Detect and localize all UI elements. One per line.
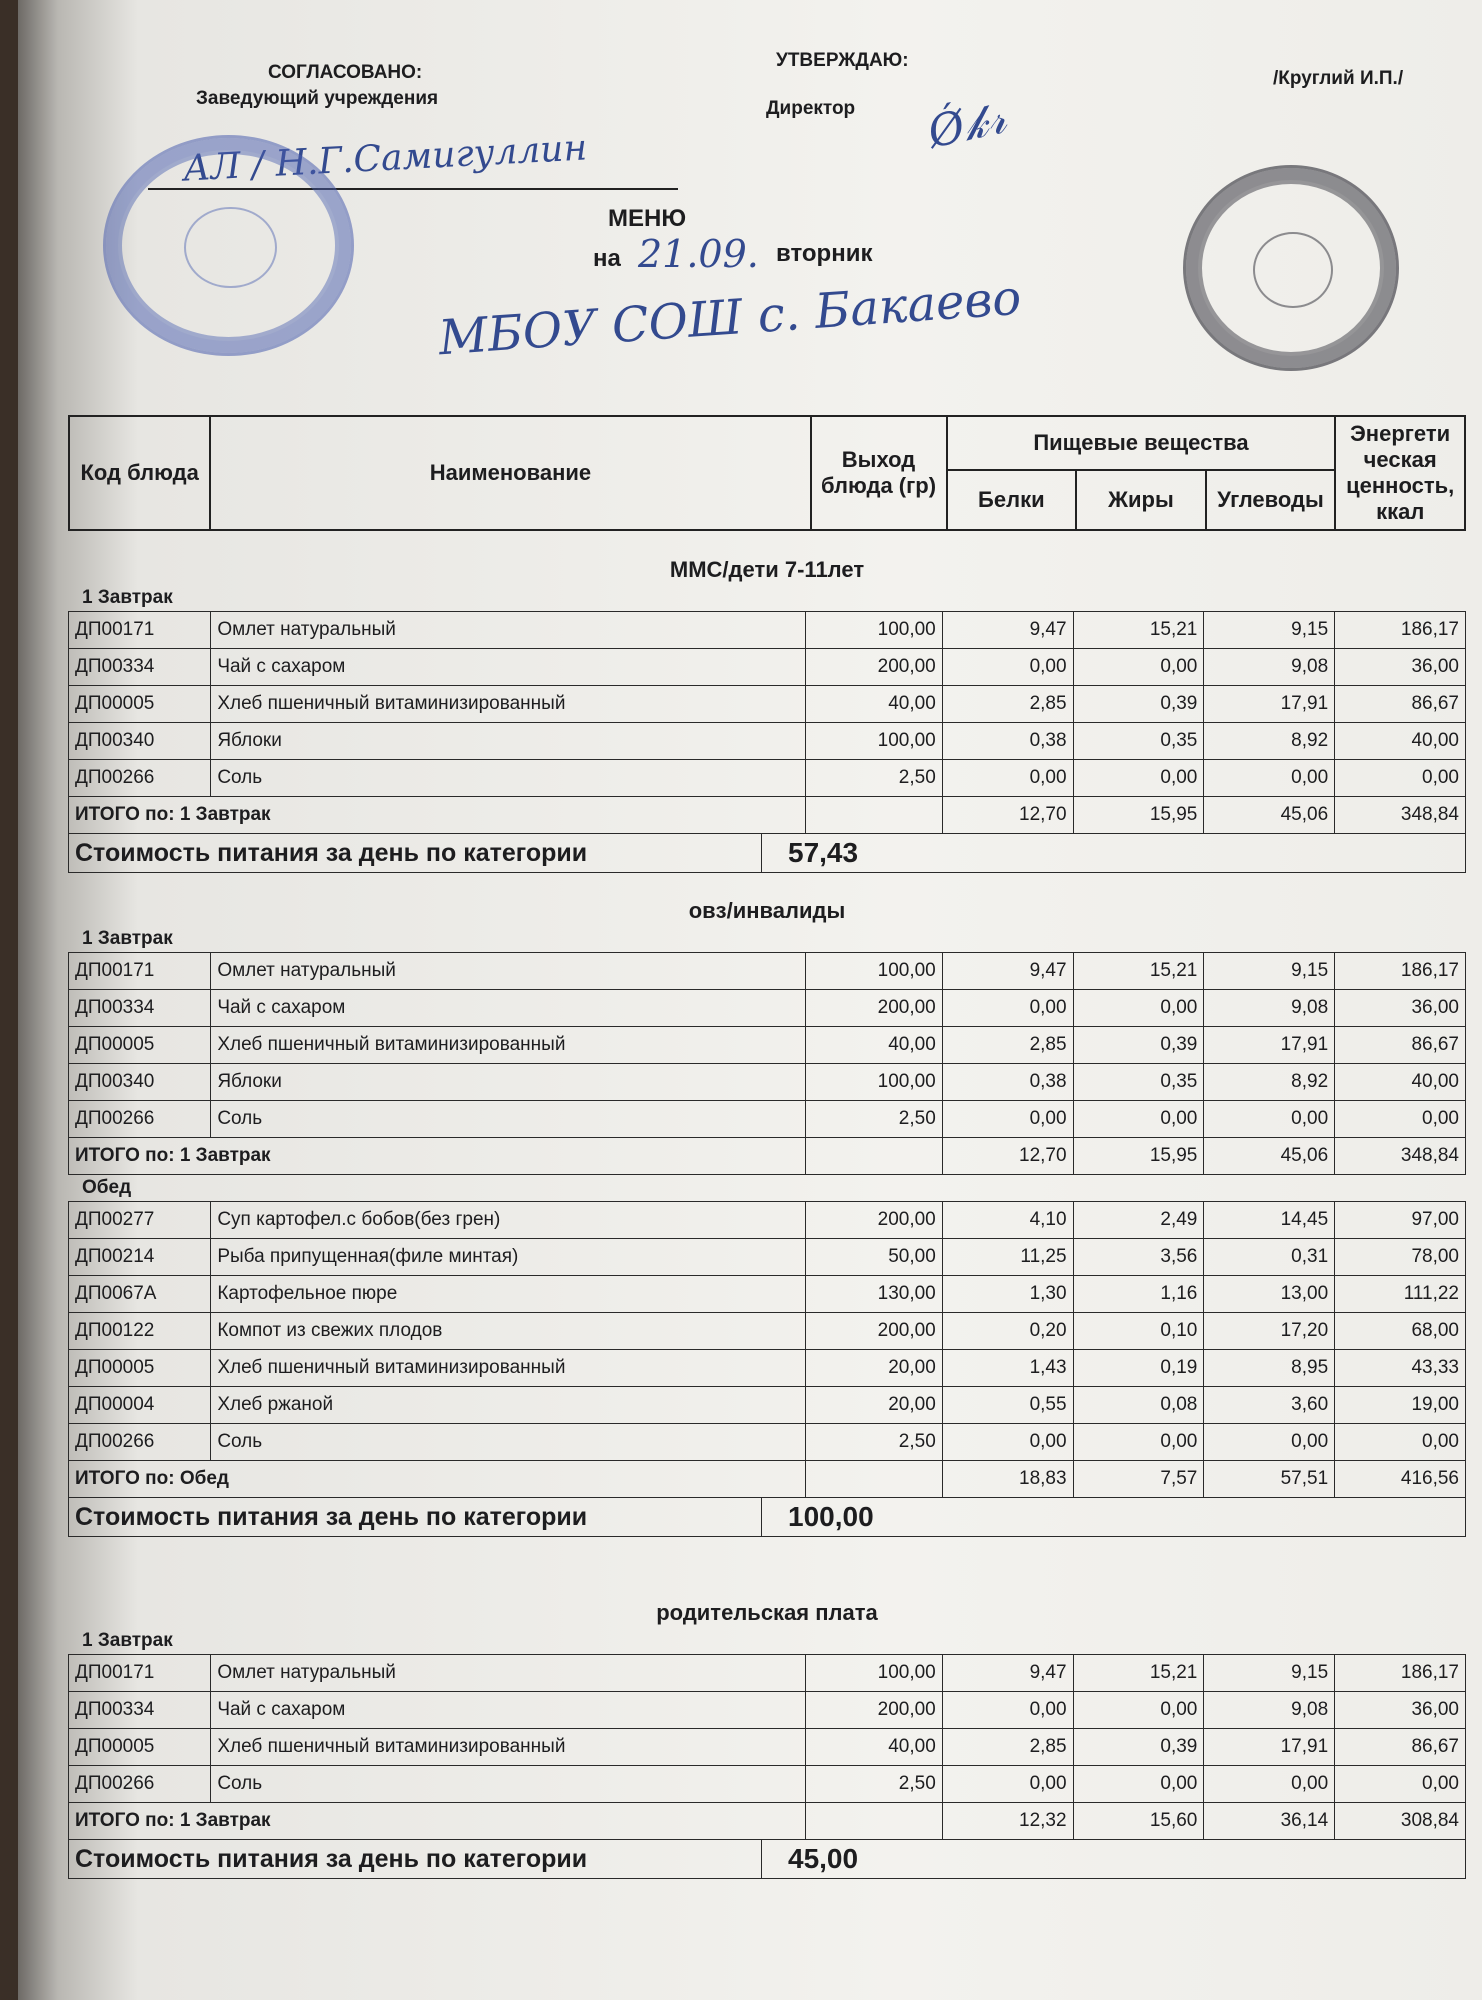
dish-yield: 200,00: [805, 990, 942, 1027]
section-title: овз/инвалиды: [688, 898, 846, 923]
col-name: Наименование: [210, 416, 810, 530]
dish-protein: 0,00: [942, 990, 1073, 1027]
dish-carbs: 17,20: [1204, 1313, 1335, 1350]
dish-energy: 43,33: [1335, 1350, 1466, 1387]
dish-protein: 2,85: [942, 1027, 1073, 1064]
dish-protein: 0,00: [942, 1101, 1073, 1138]
dish-carbs: 9,15: [1204, 1655, 1335, 1692]
table-row: [69, 1350, 1466, 1387]
dish-yield: 2,50: [805, 760, 942, 797]
dish-protein: 9,47: [942, 1655, 1073, 1692]
daily-cost-value: 100,00: [788, 1501, 874, 1532]
dish-protein: 0,38: [942, 723, 1073, 760]
date-handwritten: 21.09.: [638, 232, 759, 276]
meal-title: 1 Завтрак: [82, 587, 173, 608]
dish-yield: 200,00: [805, 649, 942, 686]
table-row: [69, 953, 1466, 990]
dish-code: ДП00334: [69, 990, 211, 1027]
dish-name: Соль: [211, 1424, 805, 1461]
dish-carbs: 8,92: [1204, 723, 1335, 760]
col-protein: Белки: [947, 470, 1077, 530]
director-signature: Ǿ𝓀𝓇: [923, 92, 1011, 159]
daily-cost-value: 57,43: [788, 837, 859, 868]
dish-yield: 20,00: [805, 1350, 942, 1387]
dish-carbs: 14,45: [1204, 1202, 1335, 1239]
dish-energy: 111,22: [1335, 1276, 1466, 1313]
dish-energy: 36,00: [1335, 990, 1466, 1027]
dish-fat: 0,35: [1073, 1064, 1204, 1101]
dish-code: ДП00266: [69, 760, 211, 797]
meal-table: [68, 952, 1466, 1175]
daily-cost-row: [68, 1498, 1466, 1537]
dish-carbs: 17,91: [1204, 1729, 1335, 1766]
dish-code: ДП00171: [69, 1655, 211, 1692]
dish-name: Хлеб пшеничный витаминизированный: [211, 686, 805, 723]
section-mms: [68, 555, 1466, 873]
dish-name: Хлеб пшеничный витаминизированный: [211, 1729, 805, 1766]
dish-code: ДП00005: [69, 1729, 211, 1766]
dish-protein: 2,85: [942, 1729, 1073, 1766]
table-row: [69, 1692, 1466, 1729]
dish-fat: 2,49: [1073, 1202, 1204, 1239]
dish-protein: 0,00: [942, 1424, 1073, 1461]
total-protein: 18,83: [942, 1461, 1073, 1498]
dish-name: Чай с сахаром: [211, 649, 805, 686]
total-row: [69, 1803, 1466, 1840]
table-row: [69, 1766, 1466, 1803]
dish-protein: 9,47: [942, 953, 1073, 990]
total-protein: 12,70: [942, 797, 1073, 834]
dish-yield: 200,00: [805, 1692, 942, 1729]
dish-fat: 0,00: [1073, 1766, 1204, 1803]
dish-yield: 200,00: [805, 1313, 942, 1350]
dish-energy: 186,17: [1335, 953, 1466, 990]
dish-carbs: 9,08: [1204, 1692, 1335, 1729]
dish-yield: 20,00: [805, 1387, 942, 1424]
dish-fat: 0,39: [1073, 1729, 1204, 1766]
total-fat: 15,95: [1073, 1138, 1204, 1175]
dish-energy: 0,00: [1335, 1766, 1466, 1803]
dish-yield: 2,50: [805, 1101, 942, 1138]
dish-name: Хлеб пшеничный витаминизированный: [211, 1027, 805, 1064]
dish-name: Омлет натуральный: [211, 1655, 805, 1692]
dish-carbs: 0,31: [1204, 1239, 1335, 1276]
meal-table: [68, 1201, 1466, 1498]
dish-fat: 0,00: [1073, 990, 1204, 1027]
table-row: [69, 1202, 1466, 1239]
dish-fat: 0,08: [1073, 1387, 1204, 1424]
total-carbs: 36,14: [1204, 1803, 1335, 1840]
total-energy: 416,56: [1335, 1461, 1466, 1498]
dish-fat: 15,21: [1073, 953, 1204, 990]
daily-cost-row: [68, 834, 1466, 873]
dish-carbs: 0,00: [1204, 760, 1335, 797]
dish-protein: 2,85: [942, 686, 1073, 723]
col-yield: Выход блюда (гр): [811, 416, 947, 530]
total-carbs: 57,51: [1204, 1461, 1335, 1498]
dish-protein: 11,25: [942, 1239, 1073, 1276]
dish-code: ДП00266: [69, 1424, 211, 1461]
dish-protein: 0,55: [942, 1387, 1073, 1424]
agreed-signature: АЛ / Н.Г.Самигуллин: [182, 127, 589, 190]
total-fat: 15,60: [1073, 1803, 1204, 1840]
table-row: [69, 1424, 1466, 1461]
dish-yield: 100,00: [805, 723, 942, 760]
dish-energy: 86,67: [1335, 1027, 1466, 1064]
total-row: [69, 1461, 1466, 1498]
table-row: [69, 990, 1466, 1027]
table-row: [69, 1729, 1466, 1766]
table-row: [69, 649, 1466, 686]
daily-cost-label: Стоимость питания за день по категории: [69, 834, 762, 872]
approve-title: УТВЕРЖДАЮ:: [776, 50, 909, 71]
meal-title: 1 Завтрак: [82, 928, 173, 949]
dish-code: ДП00005: [69, 1027, 211, 1064]
total-row: [69, 1138, 1466, 1175]
dish-fat: 15,21: [1073, 1655, 1204, 1692]
dish-carbs: 9,08: [1204, 649, 1335, 686]
dish-yield: 2,50: [805, 1424, 942, 1461]
dish-energy: 40,00: [1335, 723, 1466, 760]
dish-carbs: 17,91: [1204, 1027, 1335, 1064]
dish-carbs: 3,60: [1204, 1387, 1335, 1424]
dish-code: ДП00005: [69, 686, 211, 723]
table-row: [69, 1101, 1466, 1138]
dish-protein: 1,43: [942, 1350, 1073, 1387]
agreed-position: Заведующий учреждения: [196, 88, 439, 109]
dish-name: Компот из свежих плодов: [211, 1313, 805, 1350]
dish-energy: 40,00: [1335, 1064, 1466, 1101]
official-seal: [1183, 165, 1399, 371]
dish-fat: 0,00: [1073, 1692, 1204, 1729]
dish-carbs: 8,95: [1204, 1350, 1335, 1387]
total-carbs: 45,06: [1204, 797, 1335, 834]
dish-energy: 68,00: [1335, 1313, 1466, 1350]
dish-energy: 97,00: [1335, 1202, 1466, 1239]
agreed-title: СОГЛАСОВАНО:: [268, 62, 423, 83]
dish-protein: 9,47: [942, 612, 1073, 649]
dish-energy: 186,17: [1335, 612, 1466, 649]
total-protein: 12,70: [942, 1138, 1073, 1175]
dish-name: Омлет натуральный: [211, 953, 805, 990]
daily-cost-row: [68, 1840, 1466, 1879]
approve-position: Директор: [766, 98, 856, 119]
table-row: [69, 1239, 1466, 1276]
dish-yield: 100,00: [805, 1655, 942, 1692]
approve-name: /Круглий И.П./: [1273, 68, 1404, 89]
col-nutrients: Пищевые вещества: [947, 416, 1336, 470]
weekday: вторник: [776, 240, 873, 267]
dish-yield: 100,00: [805, 612, 942, 649]
dish-code: ДП00266: [69, 1766, 211, 1803]
table-row: [69, 760, 1466, 797]
dish-energy: 86,67: [1335, 1729, 1466, 1766]
section-title: родительская плата: [656, 1600, 878, 1625]
dish-fat: 15,21: [1073, 612, 1204, 649]
col-fat: Жиры: [1076, 470, 1206, 530]
date-prefix: на: [593, 245, 621, 272]
dish-name: Омлет натуральный: [211, 612, 805, 649]
dish-protein: 0,38: [942, 1064, 1073, 1101]
dish-energy: 78,00: [1335, 1239, 1466, 1276]
meal-title: 1 Завтрак: [82, 1630, 173, 1651]
dish-energy: 36,00: [1335, 649, 1466, 686]
dish-name: Соль: [211, 760, 805, 797]
dish-carbs: 9,15: [1204, 953, 1335, 990]
menu-title: МЕНЮ: [608, 205, 687, 232]
column-header-table: [68, 415, 1466, 531]
dish-energy: 86,67: [1335, 686, 1466, 723]
dish-name: Чай с сахаром: [211, 990, 805, 1027]
dish-carbs: 17,91: [1204, 686, 1335, 723]
dish-energy: 19,00: [1335, 1387, 1466, 1424]
section-parental: [68, 1598, 1466, 1879]
dish-code: ДП00122: [69, 1313, 211, 1350]
total-row: [69, 797, 1466, 834]
table-row: [69, 1064, 1466, 1101]
meal-title: Обед: [82, 1177, 132, 1198]
col-carbs: Углеводы: [1206, 470, 1336, 530]
dish-fat: 0,00: [1073, 1101, 1204, 1138]
total-energy: 348,84: [1335, 797, 1466, 834]
total-fat: 15,95: [1073, 797, 1204, 834]
dish-name: Яблоки: [211, 1064, 805, 1101]
dish-name: Хлеб пшеничный витаминизированный: [211, 1350, 805, 1387]
dish-carbs: 9,08: [1204, 990, 1335, 1027]
dish-fat: 0,35: [1073, 723, 1204, 760]
dish-code: ДП00266: [69, 1101, 211, 1138]
dish-energy: 0,00: [1335, 1101, 1466, 1138]
table-row: [69, 1655, 1466, 1692]
dish-protein: 0,00: [942, 1766, 1073, 1803]
total-protein: 12,32: [942, 1803, 1073, 1840]
dish-name: Рыба припущенная(филе минтая): [211, 1239, 805, 1276]
dish-energy: 186,17: [1335, 1655, 1466, 1692]
dish-name: Картофельное пюре: [211, 1276, 805, 1313]
dish-carbs: 13,00: [1204, 1276, 1335, 1313]
dish-yield: 40,00: [805, 686, 942, 723]
dish-protein: 0,00: [942, 649, 1073, 686]
dish-code: ДП00171: [69, 612, 211, 649]
dish-energy: 36,00: [1335, 1692, 1466, 1729]
dish-code: ДП00340: [69, 723, 211, 760]
col-code: Код блюда: [69, 416, 210, 530]
total-label: ИТОГО по: 1 Завтрак: [69, 1138, 806, 1175]
total-label: ИТОГО по: 1 Завтрак: [69, 797, 806, 834]
dish-code: ДП0067А: [69, 1276, 211, 1313]
total-energy: 308,84: [1335, 1803, 1466, 1840]
dish-fat: 0,19: [1073, 1350, 1204, 1387]
daily-cost-value: 45,00: [788, 1843, 859, 1874]
daily-cost-label: Стоимость питания за день по категории: [69, 1840, 762, 1878]
daily-cost-label: Стоимость питания за день по категории: [69, 1498, 762, 1536]
table-row: [69, 612, 1466, 649]
total-label: ИТОГО по: 1 Завтрак: [69, 1803, 806, 1840]
dish-yield: 100,00: [805, 953, 942, 990]
dish-fat: 0,00: [1073, 1424, 1204, 1461]
total-carbs: 45,06: [1204, 1138, 1335, 1175]
dish-energy: 0,00: [1335, 1424, 1466, 1461]
dish-fat: 0,39: [1073, 1027, 1204, 1064]
table-row: [69, 723, 1466, 760]
dish-yield: 130,00: [805, 1276, 942, 1313]
table-row: [69, 1027, 1466, 1064]
total-fat: 7,57: [1073, 1461, 1204, 1498]
dish-yield: 2,50: [805, 1766, 942, 1803]
dish-name: Суп картофел.с бобов(без грен): [211, 1202, 805, 1239]
dish-protein: 0,20: [942, 1313, 1073, 1350]
col-energy: Энергети ческая ценность, ккал: [1335, 416, 1465, 530]
section-title: ММС/дети 7-11лет: [669, 557, 865, 582]
dish-name: Хлеб ржаной: [211, 1387, 805, 1424]
dish-protein: 0,00: [942, 760, 1073, 797]
school-handwritten: МБОУ СОШ с. Бакаево: [436, 269, 1023, 367]
dish-protein: 1,30: [942, 1276, 1073, 1313]
dish-fat: 3,56: [1073, 1239, 1204, 1276]
dish-name: Соль: [211, 1101, 805, 1138]
dish-yield: 200,00: [805, 1202, 942, 1239]
dish-code: ДП00277: [69, 1202, 211, 1239]
table-row: [69, 1387, 1466, 1424]
total-label: ИТОГО по: Обед: [69, 1461, 806, 1498]
dish-name: Чай с сахаром: [211, 1692, 805, 1729]
dish-fat: 0,39: [1073, 686, 1204, 723]
dish-code: ДП00214: [69, 1239, 211, 1276]
dish-yield: 50,00: [805, 1239, 942, 1276]
institution-stamp: [103, 135, 354, 356]
meal-table: [68, 611, 1466, 834]
dish-carbs: 8,92: [1204, 1064, 1335, 1101]
dish-name: Соль: [211, 1766, 805, 1803]
dish-carbs: 0,00: [1204, 1766, 1335, 1803]
dish-protein: 4,10: [942, 1202, 1073, 1239]
dish-code: ДП00005: [69, 1350, 211, 1387]
dish-code: ДП00340: [69, 1064, 211, 1101]
dish-carbs: 0,00: [1204, 1424, 1335, 1461]
dish-code: ДП00334: [69, 649, 211, 686]
meal-table: [68, 1654, 1466, 1840]
dish-yield: 40,00: [805, 1027, 942, 1064]
table-row: [69, 1313, 1466, 1350]
table-row: [69, 1276, 1466, 1313]
total-energy: 348,84: [1335, 1138, 1466, 1175]
dish-code: ДП00334: [69, 1692, 211, 1729]
dish-fat: 1,16: [1073, 1276, 1204, 1313]
dish-energy: 0,00: [1335, 760, 1466, 797]
dish-protein: 0,00: [942, 1692, 1073, 1729]
dish-fat: 0,00: [1073, 649, 1204, 686]
dish-code: ДП00004: [69, 1387, 211, 1424]
dish-yield: 40,00: [805, 1729, 942, 1766]
dish-code: ДП00171: [69, 953, 211, 990]
dish-name: Яблоки: [211, 723, 805, 760]
section-ovz: [68, 896, 1466, 1537]
menu-document: [18, 0, 1482, 2000]
dish-yield: 100,00: [805, 1064, 942, 1101]
dish-carbs: 9,15: [1204, 612, 1335, 649]
dish-fat: 0,10: [1073, 1313, 1204, 1350]
table-row: [69, 686, 1466, 723]
dish-fat: 0,00: [1073, 760, 1204, 797]
dish-carbs: 0,00: [1204, 1101, 1335, 1138]
